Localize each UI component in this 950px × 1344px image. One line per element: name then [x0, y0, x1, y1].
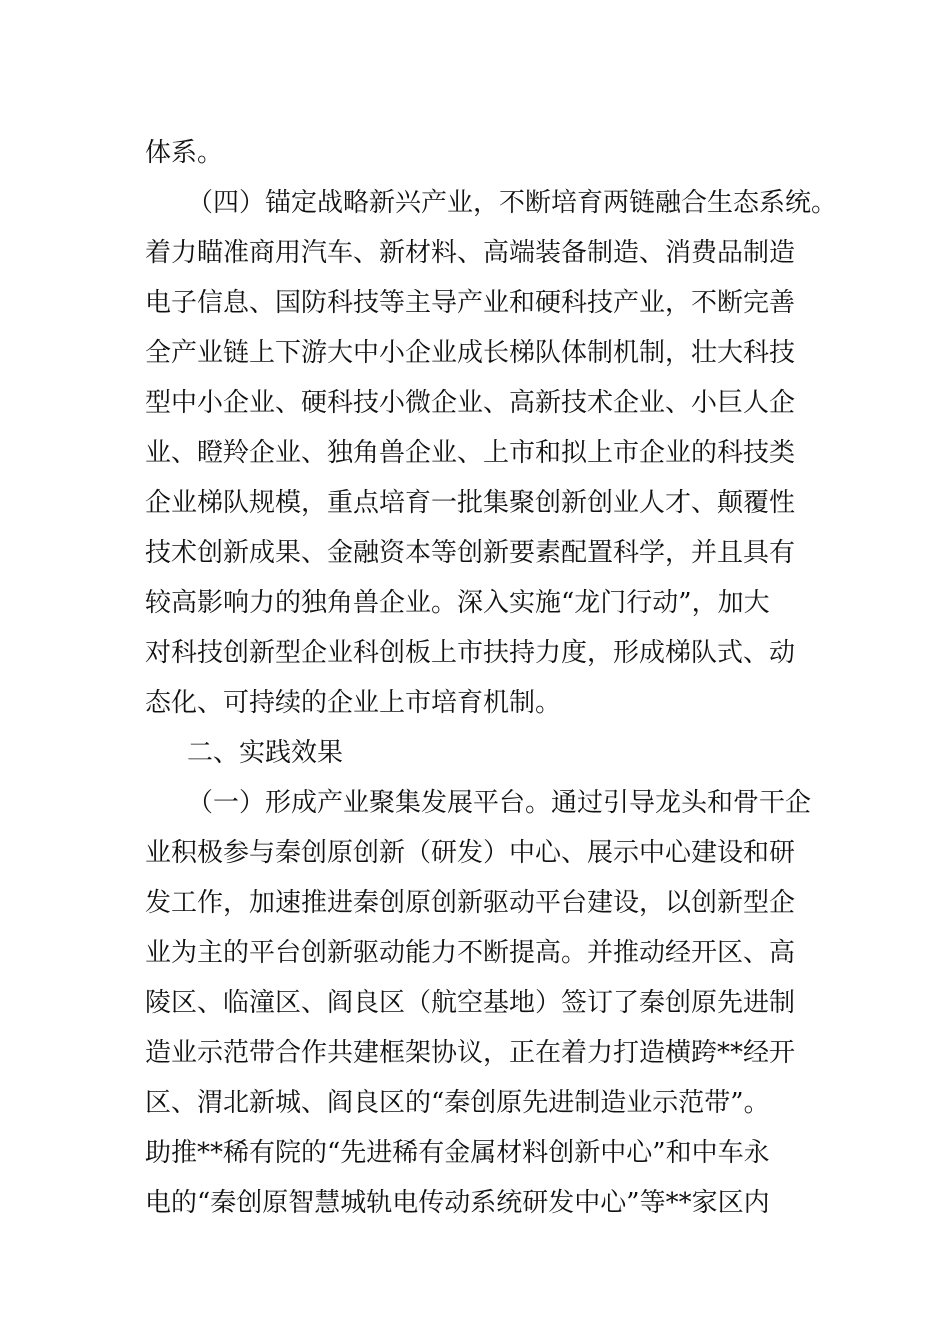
text-line: 着力瞄准商用汽车、新材料、高端装备制造、消费品制造	[145, 238, 796, 268]
text-line: 电子信息、国防科技等主导产业和硬科技产业，不断完善	[145, 288, 796, 318]
text-line: 全产业链上下游大中小企业成长梯队体制机制，壮大科技	[145, 338, 796, 368]
section-heading-4: （四）锚定战略新兴产业，不断培育两链融合生态系统。	[187, 188, 838, 218]
text-line: 电的“秦创原智慧城轨电传动系统研发中心”等**家区内	[145, 1188, 770, 1218]
text-line: 造业示范带合作共建框架协议，正在着力打造横跨**经开	[145, 1038, 796, 1068]
text-line: 业为主的平台创新驱动能力不断提高。并推动经开区、高	[145, 938, 796, 968]
text-line: 发工作，加速推进秦创原创新驱动平台建设，以创新型企	[145, 888, 796, 918]
subsection-heading-1: （一）形成产业聚集发展平台。通过引导龙头和骨干企	[187, 788, 812, 818]
text-line: 业、瞪羚企业、独角兽企业、上市和拟上市企业的科技类	[145, 438, 796, 468]
text-line: 体系。	[145, 138, 224, 168]
text-line: 助推**稀有院的“先进稀有金属材料创新中心”和中车永	[145, 1138, 770, 1168]
text-line: 企业梯队规模，重点培育一批集聚创新创业人才、颠覆性	[145, 488, 796, 518]
section-heading-2: 二、实践效果	[187, 738, 344, 768]
text-line: 型中小企业、硬科技小微企业、高新技术企业、小巨人企	[145, 388, 796, 418]
text-line: 区、渭北新城、阎良区的“秦创原先进制造业示范带”。	[145, 1088, 770, 1118]
text-line: 对科技创新型企业科创板上市扶持力度，形成梯队式、动	[145, 638, 796, 668]
text-line: 态化、可持续的企业上市培育机制。	[145, 688, 562, 718]
text-line: 较高影响力的独角兽企业。深入实施“龙门行动”，加大	[145, 588, 770, 618]
text-line: 技术创新成果、金融资本等创新要素配置科学，并且具有	[145, 538, 796, 568]
text-line: 业积极参与秦创原创新（研发）中心、展示中心建设和研	[145, 838, 796, 868]
text-line: 陵区、临潼区、阎良区（航空基地）签订了秦创原先进制	[145, 988, 796, 1018]
